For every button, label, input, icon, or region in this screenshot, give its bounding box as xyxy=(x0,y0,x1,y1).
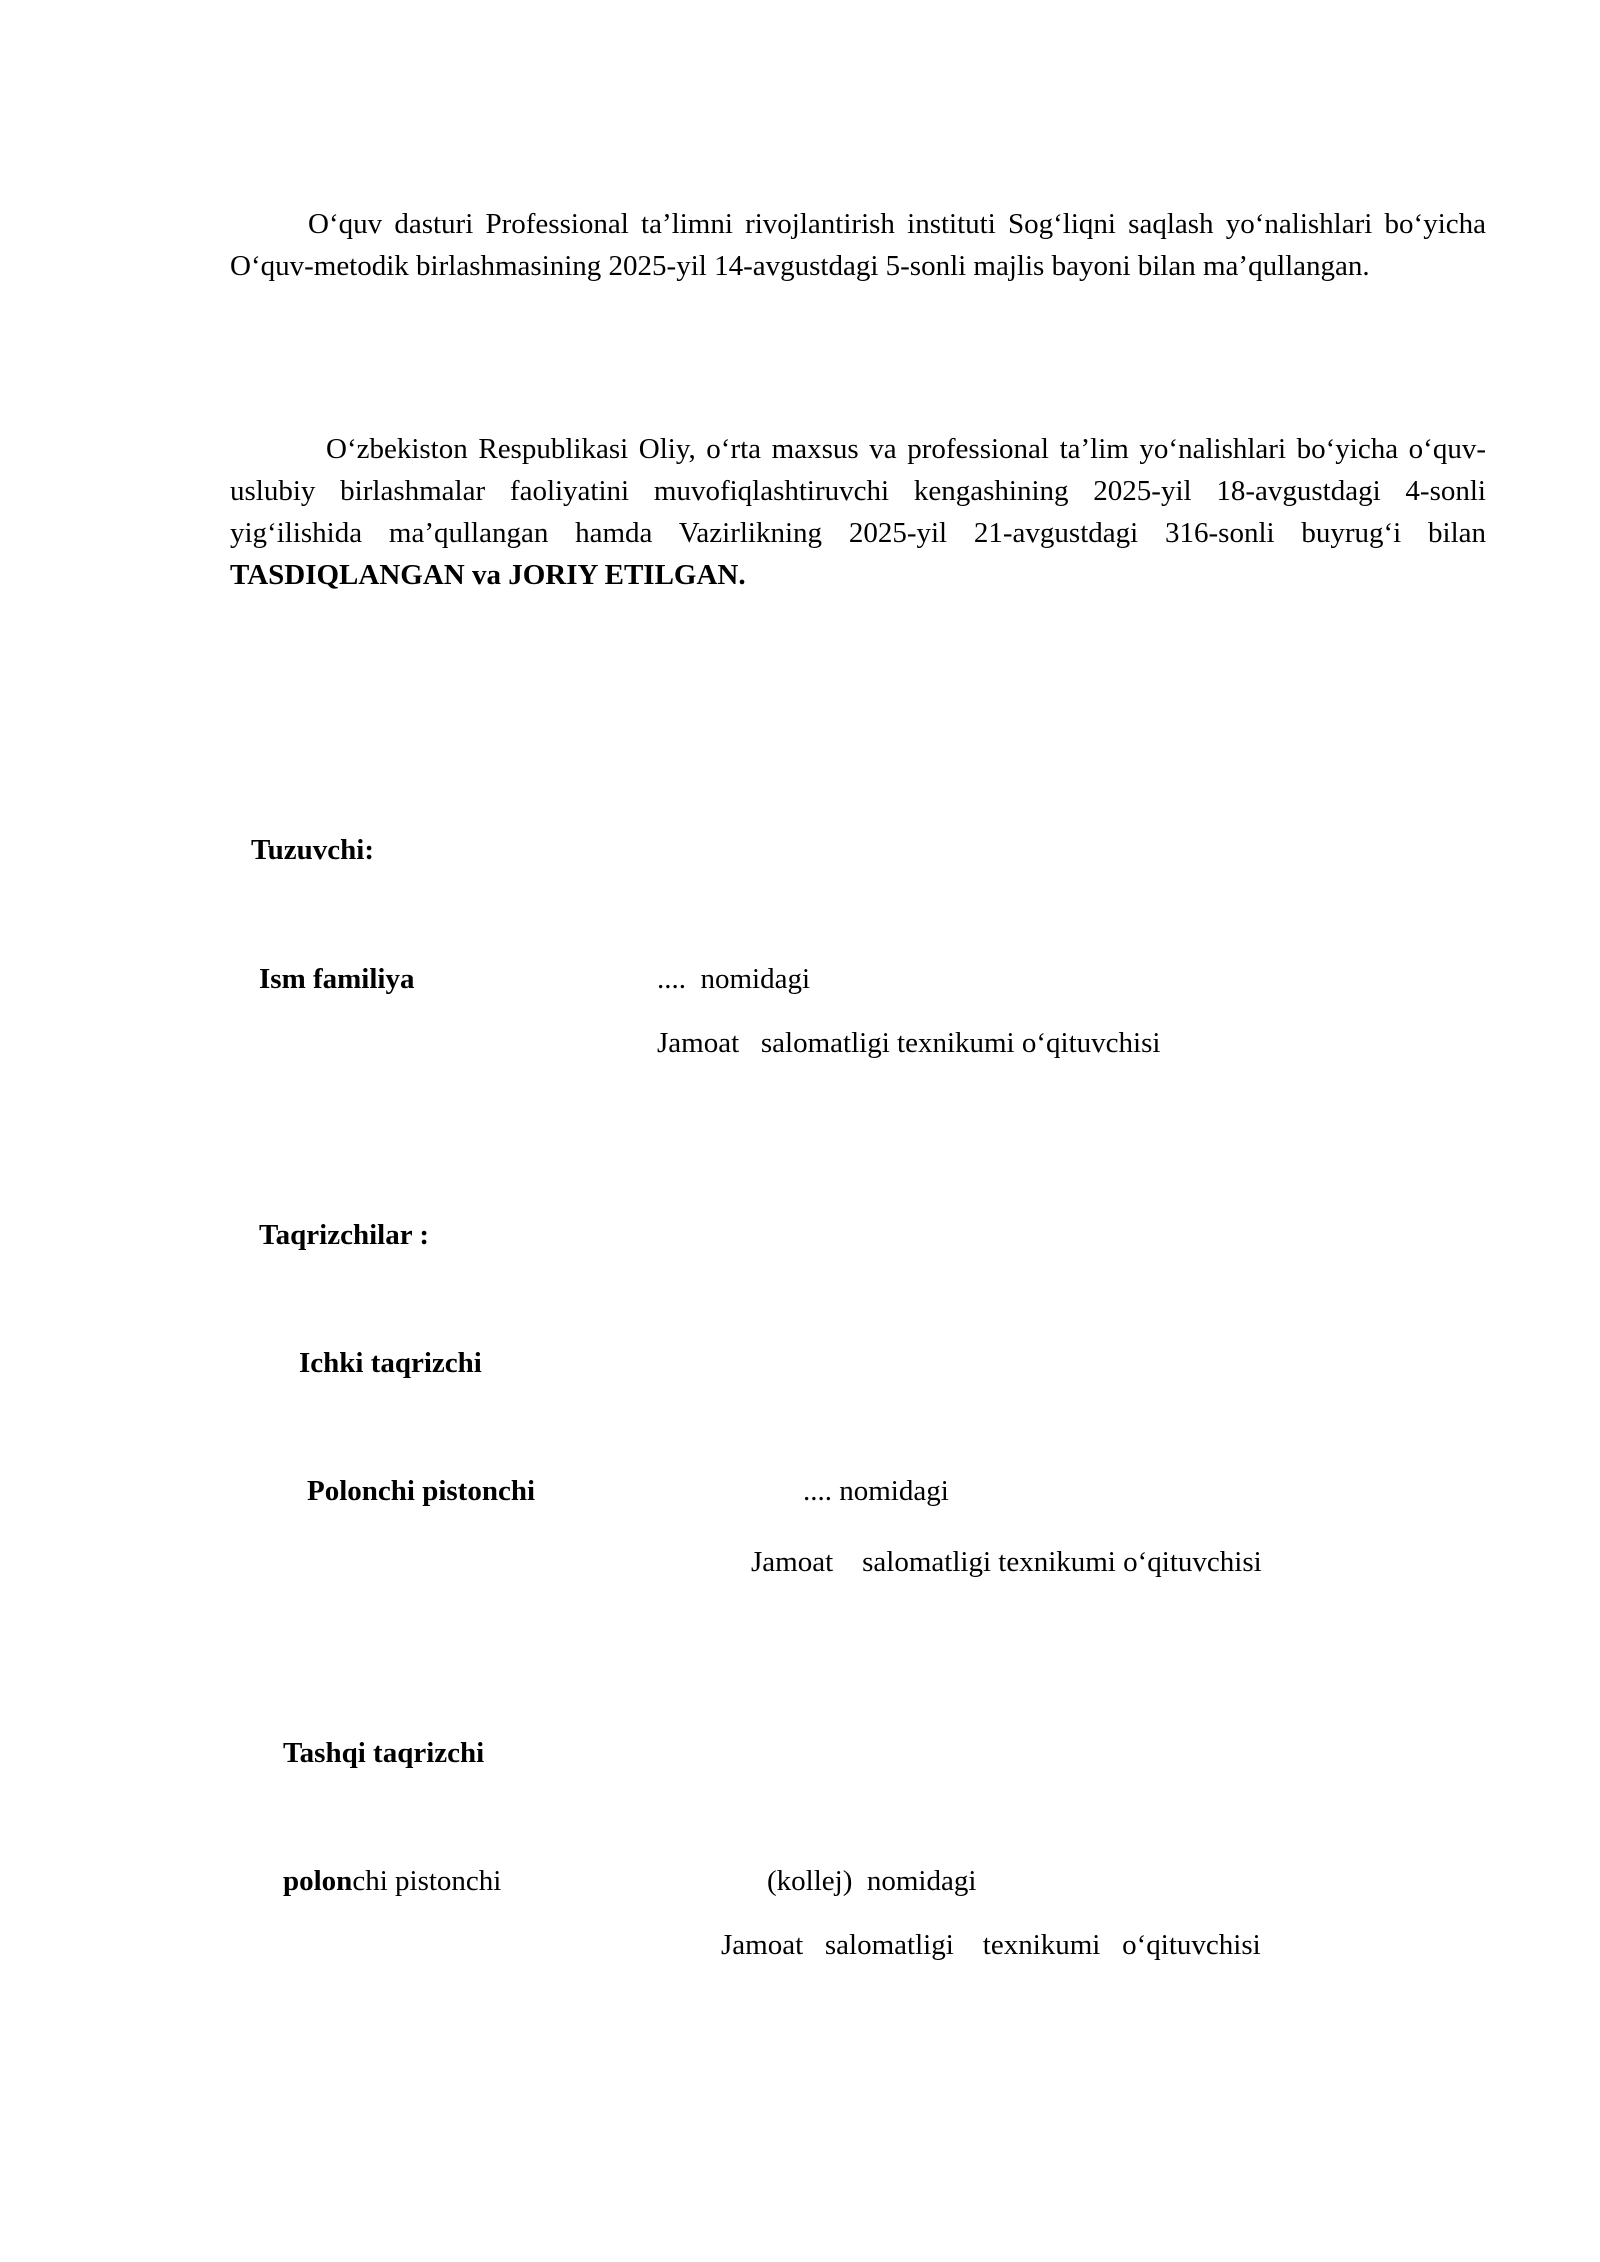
external-reviewer-name xyxy=(283,1863,501,1899)
internal-reviewer-name: Polonchi pistonchi xyxy=(307,1475,536,1507)
reviewers-heading: Taqrizchilar : xyxy=(259,1219,429,1251)
approval-paragraph-2-text: O‘zbekiston Respublikasi Oliy, o‘rta maxsus va professional ta’lim yo‘nalishlari bo‘yicha o‘quv-uslubiy birlashmalar faoliyatini muvofiqlashtiruvchi kengashining 2025-yil 18-avgustdagi 4-sonli yig‘ilishida ma’qullangan hamda Vazirlikning 2025-yil 21-avgustdagi 316-sonli buyrug‘i bilan xyxy=(230,433,1486,549)
approval-paragraph-1: O‘quv dasturi Professional ta’limni rivojlantirish instituti Sog‘liqni saqlash yo‘nalishlari bo‘yicha O‘quv-metodik birlashmasining 2025-yil 14-avgustdagi 5-sonli majlis bayoni bilan ma’qullangan. xyxy=(230,208,1486,282)
external-reviewer-position: Jamoat salomatligi texnikumi o‘qituvchisi xyxy=(721,1929,1261,1961)
author-name: Ism familiya xyxy=(259,963,415,995)
external-reviewer-institution: (kollej) nomidagi xyxy=(767,1865,977,1897)
internal-reviewer-institution: .... nomidagi xyxy=(803,1475,949,1507)
author-heading: Tuzuvchi: xyxy=(251,834,375,866)
external-reviewer-name-rest: chi pistonchi xyxy=(352,1865,502,1897)
external-reviewer-heading: Tashqi taqrizchi xyxy=(283,1737,485,1769)
internal-reviewer-heading: Ichki taqrizchi xyxy=(299,1347,482,1379)
internal-reviewer-position: Jamoat salomatligi texnikumi o‘qituvchisi xyxy=(751,1546,1262,1578)
approval-paragraph-2 xyxy=(230,428,1486,596)
approval-paragraph-2-bold: TASDIQLANGAN va JORIY ETILGAN. xyxy=(230,559,746,591)
external-reviewer-name-bold: polon xyxy=(283,1865,353,1897)
author-position: Jamoat salomatligi texnikumi o‘qituvchisi xyxy=(657,1027,1161,1059)
author-institution: .... nomidagi xyxy=(657,963,811,995)
